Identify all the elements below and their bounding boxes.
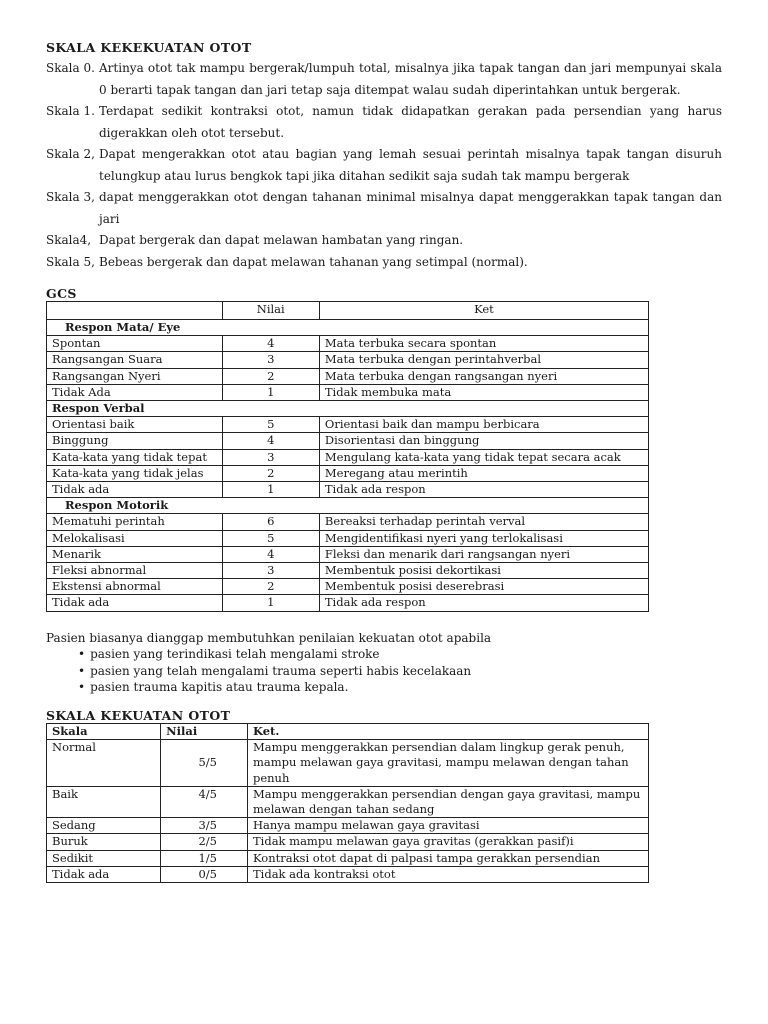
cell: Mampu menggerakkan persendian dengan gaya gravitasi, mampu melawan dengan tahan sedang xyxy=(247,786,648,817)
cell: 1 xyxy=(222,595,319,611)
table-row xyxy=(47,482,649,498)
scale-text: Terdapat sedikit kontraksi otot, namun tidak didapatkan gerakan pada persendian yang harus xyxy=(99,104,722,118)
cell: Tidak ada xyxy=(47,866,161,882)
assessment-intro: Pasien biasanya dianggap membutuhkan penilaian kekuatan otot apabila xyxy=(46,631,492,645)
scale-text-cont: telungkup atau lurus bengkok tapi jika ditahan sedikit saja sudah tak mampu bergerak xyxy=(99,168,630,183)
header-cell: Ket xyxy=(319,302,648,320)
table-row xyxy=(47,433,649,449)
cell: Mata terbuka dengan rangsangan nyeri xyxy=(319,368,648,384)
table-row xyxy=(47,514,649,530)
cell: Normal xyxy=(47,740,161,787)
table-header-row xyxy=(47,724,649,740)
cell: 2 xyxy=(222,368,319,384)
scale-label: Skala 1. xyxy=(46,104,95,118)
cell: Rangsangan Suara xyxy=(47,352,223,368)
cell: Meregang atau merintih xyxy=(319,465,648,481)
scale-0 xyxy=(46,58,722,101)
table-row xyxy=(47,740,649,787)
cell: Menarik xyxy=(47,546,223,562)
cell: 5 xyxy=(222,530,319,546)
table-row xyxy=(47,465,649,481)
cell: 1 xyxy=(222,384,319,400)
header-cell xyxy=(47,302,223,320)
section-row-motor xyxy=(47,498,649,514)
cell: 4 xyxy=(222,336,319,352)
cell: 5 xyxy=(222,417,319,433)
assessment-bullets xyxy=(78,646,471,696)
cell: 3 xyxy=(222,449,319,465)
cell: Kontraksi otot dapat di palpasi tampa gerakkan persendian xyxy=(247,850,648,866)
table-row xyxy=(47,563,649,579)
scale-text: Bebeas bergerak dan dapat melawan tahanan yang setimpal (normal). xyxy=(99,254,528,269)
table-row xyxy=(47,579,649,595)
cell: Tidak ada xyxy=(47,482,223,498)
cell: 1 xyxy=(222,482,319,498)
gcs-table xyxy=(46,301,649,612)
section-title: Respon Motorik xyxy=(47,498,649,514)
kekuatan-table xyxy=(46,723,649,883)
cell: Disorientasi dan binggung xyxy=(319,433,648,449)
table-row xyxy=(47,546,649,562)
list-item: • pasien trauma kapitis atau trauma kepala. xyxy=(78,679,471,696)
cell: Melokalisasi xyxy=(47,530,223,546)
cell: Hanya mampu melawan gaya gravitasi xyxy=(247,818,648,834)
scale-label: Skala 2, xyxy=(46,147,95,161)
kekuatan-heading: SKALA KEKUATAN OTOT xyxy=(46,708,231,723)
cell: Kata-kata yang tidak tepat xyxy=(47,449,223,465)
scale-list xyxy=(46,58,722,273)
scale-1 xyxy=(46,101,722,144)
cell: Tidak ada respon xyxy=(319,595,648,611)
cell: Fleksi dan menarik dari rangsangan nyeri xyxy=(319,546,648,562)
cell: Sedang xyxy=(47,818,161,834)
cell: Spontan xyxy=(47,336,223,352)
table-row xyxy=(47,384,649,400)
cell: Orientasi baik xyxy=(47,417,223,433)
cell: 4 xyxy=(222,433,319,449)
list-item: • pasien yang telah mengalami trauma seperti habis kecelakaan xyxy=(78,663,471,680)
cell: 3 xyxy=(222,563,319,579)
scale-2 xyxy=(46,144,722,187)
cell: Mata terbuka secara spontan xyxy=(319,336,648,352)
table-row xyxy=(47,449,649,465)
scale-label: Skala 3, xyxy=(46,190,95,204)
scale-text: Dapat bergerak dan dapat melawan hambatan yang ringan. xyxy=(99,233,464,247)
cell: Tidak Ada xyxy=(47,384,223,400)
scale-text: Dapat mengerakkan otot atau bagian yang lemah sesuai perintah misalnya tapak tangan disuruh xyxy=(99,147,722,161)
cell: Membentuk posisi dekortikasi xyxy=(319,563,648,579)
cell: Tidak membuka mata xyxy=(319,384,648,400)
cell: Tidak ada xyxy=(47,595,223,611)
cell: 6 xyxy=(222,514,319,530)
cell: Mematuhi perintah xyxy=(47,514,223,530)
table-row xyxy=(47,417,649,433)
scale-text-cont: digerakkan oleh otot tersebut. xyxy=(99,125,285,140)
scale-5 xyxy=(46,252,722,274)
cell: 4/5 xyxy=(161,786,248,817)
cell: Binggung xyxy=(47,433,223,449)
gcs-heading: GCS xyxy=(46,286,77,301)
cell: Bereaksi terhadap perintah verval xyxy=(319,514,648,530)
cell: Tidak ada kontraksi otot xyxy=(247,866,648,882)
scale-text: dapat menggerakkan otot dengan tahanan minimal misalnya dapat menggerakkan tapak tangan dan xyxy=(99,190,722,204)
cell: Tidak ada respon xyxy=(319,482,648,498)
cell: Fleksi abnormal xyxy=(47,563,223,579)
cell: Membentuk posisi deserebrasi xyxy=(319,579,648,595)
cell: 0/5 xyxy=(161,866,248,882)
cell: Ekstensi abnormal xyxy=(47,579,223,595)
scale-text: Artinya otot tak mampu bergerak/lumpuh total, misalnya jika tapak tangan dan jari mempunyai skala xyxy=(99,61,722,75)
scale-3 xyxy=(46,187,722,230)
table-row xyxy=(47,818,649,834)
header-cell: Nilai xyxy=(161,724,248,740)
cell: 3 xyxy=(222,352,319,368)
cell: Mampu menggerakkan persendian dalam lingkup gerak penuh, mampu melawan gaya gravitasi, mampu melawan dengan tahan penuh xyxy=(247,740,648,787)
cell: 4 xyxy=(222,546,319,562)
cell: Mengulang kata-kata yang tidak tepat secara acak xyxy=(319,449,648,465)
table-row xyxy=(47,368,649,384)
scale-label: Skala 5, xyxy=(46,254,95,269)
table-row xyxy=(47,530,649,546)
section-row-eye xyxy=(47,320,649,336)
cell: Sedikit xyxy=(47,850,161,866)
scale-text-cont: jari xyxy=(99,211,120,226)
table-row xyxy=(47,336,649,352)
scale-label: Skala4, xyxy=(46,233,92,247)
section-row-verbal xyxy=(47,401,649,417)
section-title: Respon Verbal xyxy=(47,401,649,417)
table-row xyxy=(47,352,649,368)
cell: 2/5 xyxy=(161,834,248,850)
cell: 2 xyxy=(222,465,319,481)
cell: 1/5 xyxy=(161,850,248,866)
list-item: • pasien yang terindikasi telah mengalami stroke xyxy=(78,646,471,663)
cell: Baik xyxy=(47,786,161,817)
cell: Kata-kata yang tidak jelas xyxy=(47,465,223,481)
header-cell: Nilai xyxy=(222,302,319,320)
section-title: Respon Mata/ Eye xyxy=(47,320,649,336)
table-row xyxy=(47,786,649,817)
cell: 5/5 xyxy=(161,740,248,787)
cell: 3/5 xyxy=(161,818,248,834)
cell: Tidak mampu melawan gaya gravitas (gerakkan pasif)i xyxy=(247,834,648,850)
header-cell: Skala xyxy=(47,724,161,740)
table-row xyxy=(47,850,649,866)
cell: Buruk xyxy=(47,834,161,850)
scale-label: Skala 0. xyxy=(46,61,95,75)
scale-heading: SKALA KEKEKUATAN OTOT xyxy=(46,40,252,55)
table-header-row xyxy=(47,302,649,320)
table-row xyxy=(47,834,649,850)
cell: Mata terbuka dengan perintahverbal xyxy=(319,352,648,368)
cell: Orientasi baik dan mampu berbicara xyxy=(319,417,648,433)
cell: 2 xyxy=(222,579,319,595)
table-row xyxy=(47,866,649,882)
header-cell: Ket. xyxy=(247,724,648,740)
scale-4 xyxy=(46,230,722,252)
cell: Rangsangan Nyeri xyxy=(47,368,223,384)
cell: Mengidentifikasi nyeri yang terlokalisasi xyxy=(319,530,648,546)
table-row xyxy=(47,595,649,611)
scale-text-cont: 0 berarti tapak tangan dan jari tetap saja ditempat walau sudah diperintahkan untuk bergerak. xyxy=(99,82,681,97)
